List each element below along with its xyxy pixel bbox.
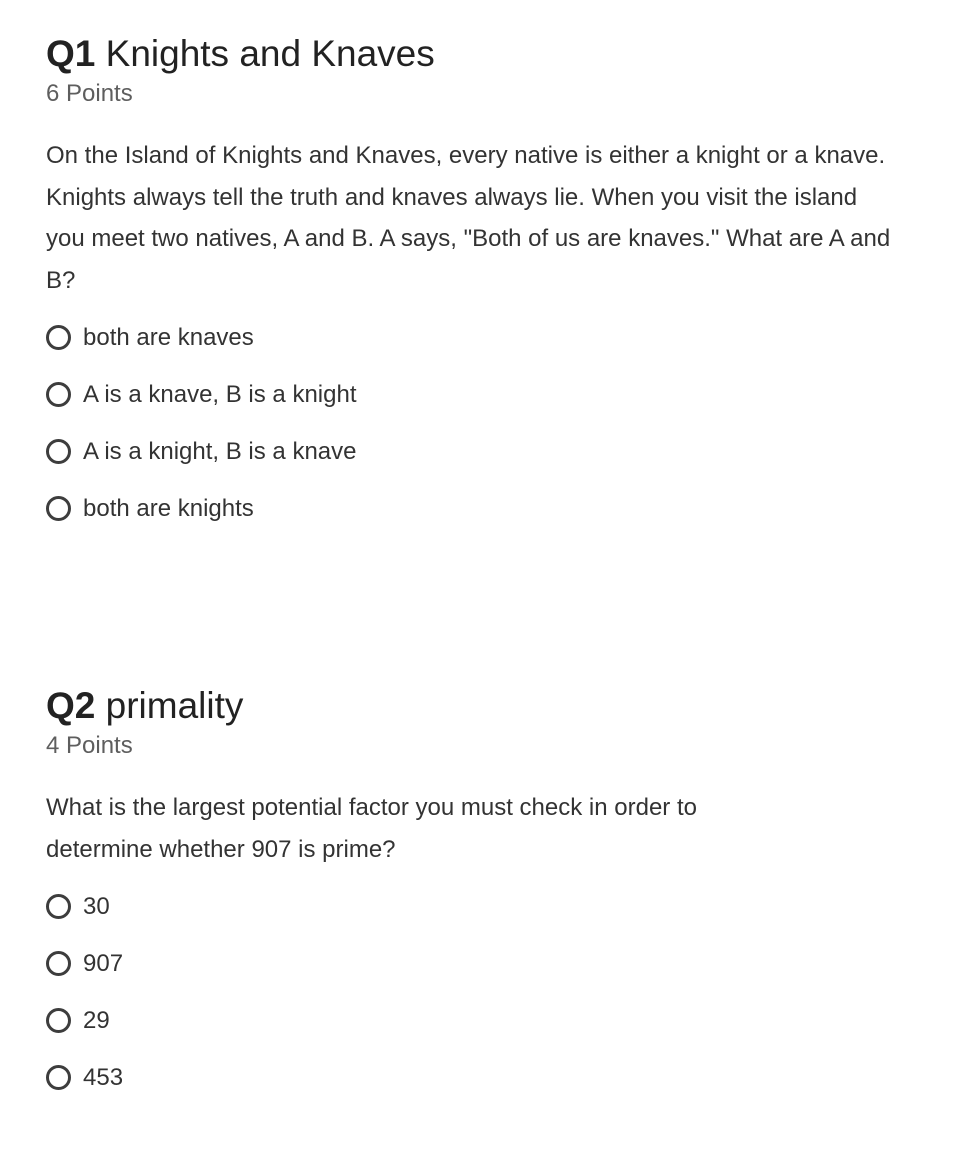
question-2-option-4[interactable] xyxy=(46,1049,926,1106)
radio-button-icon[interactable] xyxy=(46,894,71,919)
radio-button-icon[interactable] xyxy=(46,1065,71,1090)
question-2-option-1[interactable] xyxy=(46,878,926,935)
option-label[interactable]: both are knights xyxy=(83,494,254,522)
question-2-points: 4 Points xyxy=(46,732,133,759)
question-2-title-text: primality xyxy=(105,685,244,726)
radio-button-icon[interactable] xyxy=(46,439,71,464)
question-2-option-2[interactable] xyxy=(46,935,926,992)
radio-button-icon[interactable] xyxy=(46,496,71,521)
option-label[interactable]: both are knaves xyxy=(83,323,254,351)
question-1-option-3[interactable] xyxy=(46,423,926,480)
question-1-option-4[interactable] xyxy=(46,480,926,537)
question-2-number: Q2 xyxy=(46,685,96,726)
question-2 xyxy=(46,682,926,1106)
question-1-option-1[interactable] xyxy=(46,309,926,366)
radio-button-icon[interactable] xyxy=(46,1008,71,1033)
question-1-prompt: On the Island of Knights and Knaves, every native is either a knight or a knave. Knights always tell the truth and knaves always lie. When you visit the island you meet two natives, A and B. A says, "Both of us are knaves." What are A and B? xyxy=(46,142,891,294)
question-1-title-text: Knights and Knaves xyxy=(105,33,435,74)
option-label[interactable]: 30 xyxy=(83,892,110,920)
option-label[interactable]: A is a knave, B is a knight xyxy=(83,380,357,408)
radio-button-icon[interactable] xyxy=(46,325,71,350)
option-label[interactable]: 29 xyxy=(83,1006,110,1034)
option-label[interactable]: A is a knight, B is a knave xyxy=(83,437,357,465)
question-1-points: 6 Points xyxy=(46,80,133,107)
question-1-title xyxy=(46,30,926,78)
question-2-option-3[interactable] xyxy=(46,992,926,1049)
question-1-number: Q1 xyxy=(46,33,96,74)
question-1-option-2[interactable] xyxy=(46,366,926,423)
radio-button-icon[interactable] xyxy=(46,382,71,407)
question-1 xyxy=(46,30,926,537)
question-2-prompt: What is the largest potential factor you must check in order to determine whether 907 is prime? xyxy=(46,794,697,863)
option-label[interactable]: 907 xyxy=(83,949,124,977)
option-label[interactable]: 453 xyxy=(83,1063,124,1091)
radio-button-icon[interactable] xyxy=(46,951,71,976)
question-1-options xyxy=(46,309,926,537)
question-2-title xyxy=(46,682,926,730)
question-2-options xyxy=(46,878,926,1106)
